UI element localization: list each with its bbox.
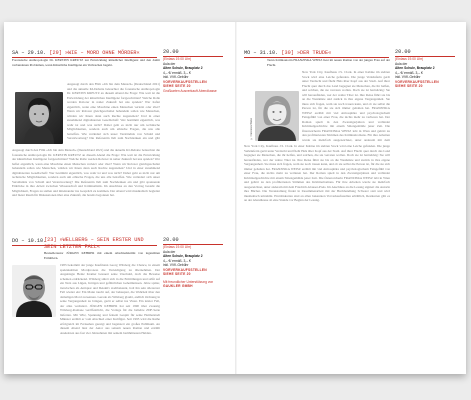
venue-line: Aula der [163, 249, 176, 254]
venue-line: Aula der [163, 61, 176, 66]
venue-line: inkl. VVK-Gebühr [163, 75, 189, 79]
event-time: 20.00 [395, 49, 455, 57]
venue-line: Alten Schule, Brauplatz 2 [395, 66, 435, 70]
event-info [163, 49, 223, 93]
event-header [244, 49, 389, 58]
photo-credit: © Francesca Weisz [250, 118, 253, 140]
event-title: [23] »WELLBERG – SEIN ERSTER UND SEIN LETZTER FALL« [44, 237, 144, 250]
venue-line: 4,– €/ ermäß. 3,– € [395, 70, 423, 75]
event-info [395, 49, 455, 89]
venue-line: (Einlass 19.00 Uhr) [163, 245, 192, 249]
venue-line: Alten Schule, Brauplatz 2 [163, 254, 203, 258]
venue-line: Großkarten Ausverkauft Abendkasse [163, 88, 217, 93]
venue-line: VORVERKAUFSSTELLEN [163, 267, 207, 272]
venue-line: VORVERKAUFSSTELLEN [395, 79, 439, 84]
event-lead: Forensische Anthropologin Dr. KERSTIN KREUTZ zur Entwicklung künstlicher Intelligenz und den damit verbundenen Problemen, wenn Künstliche Intelligenz ein Verbrechen begeht. [12, 58, 160, 67]
event-lead: Tarun Krimiautorin FRANZISKA WEISZ liest im neuen Roman von der jungen Frau auf der Flucht. [267, 58, 390, 67]
venue-line: 4,– €/ ermäß. 3,– € [163, 258, 191, 263]
event-date: MO – 31.10. [244, 50, 279, 56]
event-body: 1983 bekommt der junge Kaufmann Georg Wilsberg die Chance, in einem spektakulären Mordprozess die Verteidigung zu übernehmen. Der Angeklagte Heinz Kramer beteuert seine Unschuld, doch die Beweise scheinen erdrückend. Wilsberg stürzt sich in die Ermittlungen und stößt auf ein Netz aus Lügen, Intrigen und gefährlichen Geheimnissen. Jahre später, inzwischen als Antiquar und Detektiv stadtbekannt, holt ihn sein allererster Fall wieder ein: Ein Mann taucht auf, der behauptet, die Wahrheit über den damaligen Mord zu kennen. Gerade als Wilsberg glaubt, endlich Ordnung in seine Vergangenheit zu bringen, gerät er selbst ins Visier. Ein letzter Fall, der alles verändert. JÜRGEN KEHRER hat seit 1990 über zwanzig Wilsberg-Romane veröffentlicht, die Vorlage für die beliebte ZDF-Serie lieferten. Mit Witz, Spannung und feinem Gespür für seine Heimatstadt Münster erzählt er vom Abschied einer Kultfigur. Seit 1995 wird die Reihe erfolgreich im Fernsehen gezeigt und begeistert ein großes Publikum. An diesem Abend liest der Autor aus seinem neuen Roman und erzählt Anekdoten aus fast vier Jahrzehnten mit seinem berühmtesten Helden. [60, 263, 160, 335]
venue-line: SIEHE SEITE 20 [395, 84, 423, 88]
event-date: SA – 29.10. [12, 50, 47, 56]
event-lead: Bestsellerautor JÜRGEN KEHRER mit einem Abschiedskrimi von legendären Ermittlern. [44, 251, 160, 260]
venue-line: 4,– €/ ermäß. 3,– € [163, 70, 191, 75]
page-fold [235, 22, 237, 374]
event-time: 20.00 [163, 237, 223, 245]
magazine-spread [4, 22, 466, 374]
event-body: New York City, Kaufhaus J.S. Clark. In einer Kabine im siebten Stock wird eine Leiche gefunden. Die junge Verkäuferin gerät unter Verdacht und flieht Hals über Kopf aus der Stadt. Auf ihrer Flucht quer durch das Land begegnet sie Menschen, die ihr helfen, und solchen, die sie verraten wollen. Doch sie ist hartnäckig: Sie will herausfinden, wer der wahre Täter ist. Ihre Reise führt sie bis an die Westküste und zurück in ihre eigene Vergangenheit. Sie muss sich fragen, wem sie noch trauen kann, und ob sie selbst die Person ist, für die sie sich immer gehalten hat. FRANZISKA WEISZ erzählt mit viel Atmosphäre und psychologischem Feingefühl von einer Frau, die nichts mehr zu verlieren hat. Der Roman spielt in den Zwanzigerjahren und verbindet Kriminalgeschichte mit einem Sittengemälde jener Zeit. Die Österreicherin FRANZISKA WEISZ lebt in Wien und gehört zu den profiliertesten Stimmen des Kriminalromans. Für ihre Arbeiten wurde sie mehrfach ausgezeichnet, unter anderem mit dem [302, 70, 390, 142]
author-photo [255, 91, 299, 141]
sponsor-name: GAUKLER GMBH [163, 284, 193, 288]
event-title: [29] »WIE – MORD OHNE MÖRDER« [49, 50, 140, 56]
venue-line: inkl. VVK-Gebühr [395, 75, 421, 79]
sponsor-note: Mit freundlicher Unterstützung von [163, 279, 214, 284]
venue-line: (Einlass 19.00 Uhr) [395, 57, 424, 61]
venue-line: Alten Schule, Brauplatz 2 [163, 66, 203, 70]
venue-line: SIEHE SEITE 20 [163, 84, 191, 88]
event-body-continued: New York City, Kaufhaus J.S. Clark. In einer Kabine im siebten Stock wird eine Leiche gefunden. Die junge Verkäuferin gerät unter Verdacht und flieht Hals über Kopf aus der Stadt. Auf ihrer Flucht quer durch das Land begegnet sie Menschen, die ihr helfen, und solchen, die sie verraten wollen. Doch sie ist hartnäckig: Sie will herausfinden, wer der wahre Täter ist. Ihre Reise führt sie bis an die Westküste und zurück in ihre eigene Vergangenheit. Sie muss sich fragen, wem sie noch trauen kann, und ob sie selbst die Person ist, für die sie sich immer gehalten hat. FRANZISKA WEISZ erzählt mit viel Atmosphäre und psychologischem Feingefühl von einer Frau, die nichts mehr zu verlieren hat. Der Roman spielt in den Zwanzigerjahren und verbindet Kriminalgeschichte mit einem Sittengemälde jener Zeit. Die Österreicherin FRANZISKA WEISZ lebt in Wien und gehört zu den profiliertesten Stimmen des Kriminalromans. Für ihre Arbeiten wurde sie mehrfach ausgezeichnet, unter anderem mit dem Friedrich-Glauser-Preis. Im Anschluss an die Lesung signiert die Autorin ihre Bücher. Die Veranstaltung findet in Zusammenarbeit mit der Buchhandlung Schwarz statt und wird musikalisch umrahmt. Eintrittskarten sind an allen bekannten Vorverkaufsstellen erhältlich, Restkarten gibt es an der Abendkasse ab eine Stunde vor Beginn der Lesung. [244, 144, 390, 202]
author-photo [12, 265, 56, 317]
venue-line: Aula der [395, 61, 408, 66]
venue-line: inkl. VVK-Gebühr [163, 263, 189, 267]
event-body-continued: Angesagt durch den Film »Ich bin dein Mensch« (Deutschland 2021) und die aktuelle KI-Debatte beleuchtet die forensische Anthropologin Dr. KERSTIN KREUTZ an diesem Abend die Frage: Wie weit ist die Entwicklung der künstlichen Intelligenz fortgeschritten? Welche Rolle werden Roboter in naher Zukunft bei uns spielen? Wer haftet eigentlich, wenn eine Maschine einen Menschen verletzt oder tötet? Wenn wir Roboter gleichgeschaltet behandeln sollen wie Menschen, würden wir ihnen dann auch Rechte zugestehen? Und in einer zunehmend digitalisierten Gesellschaft: Wer bestimmt eigentlich, was wahr ist und was nicht? Dabei geht es nicht nur um technische Möglichkeiten, sondern auch um ethische Fragen, die uns alle betreffen. Wie verändert sich unser Verständnis von Schuld und Verantwortung? Die Referentin lädt zum Nachdenken ein und gibt spannende Einblicke in ihre Arbeit zwischen Wissenschaft und Kriminalistik. Im Anschluss an den Vortrag besteht die Möglichkeit, Fragen zu stellen und miteinander ins Gespräch zu kommen. Der Abend wird musikalisch begleitet und bietet Raum für Diskussionen über eine Zukunft, die bereits begonnen hat. [12, 148, 160, 197]
venue-line: VORVERKAUFSSTELLEN [163, 79, 207, 84]
event-info [163, 237, 223, 289]
event-date: DO – 10.10. [12, 238, 47, 244]
event-body: Angesagt durch den Film »Ich bin dein Mensch« (Deutschland 2021) und die aktuelle KI-Debatte beleuchtet die forensische Anthropologin Dr. KERSTIN KREUTZ an diesem Abend die Frage: Wie weit ist die Entwicklung der künstlichen Intelligenz fortgeschritten? Welche Rolle werden Roboter in naher Zukunft bei uns spielen? Wer haftet eigentlich, wenn eine Maschine einen Menschen verletzt oder tötet? Wenn wir Roboter gleichgeschaltet behandeln sollen wie Menschen, würden wir ihnen dann auch Rechte zugestehen? Und in einer zunehmend digitalisierten Gesellschaft: Wer bestimmt eigentlich, was wahr ist und was nicht? Dabei geht es nicht nur um technische Möglichkeiten, sondern auch um ethische Fragen, die uns alle betreffen. Wie verändert sich unser Verständnis von Schuld und Verantwortung? Die Referentin lädt zum Nachdenken ein und gibt [67, 82, 160, 140]
venue-line: SIEHE SEITE 20 [163, 272, 191, 276]
author-photo [15, 92, 63, 144]
event-time: 20.00 [163, 49, 223, 57]
venue-line: (Einlass 19.00 Uhr) [163, 57, 192, 61]
event-title: [30] »DER TRUDE« [281, 50, 332, 56]
event-header [12, 49, 157, 58]
